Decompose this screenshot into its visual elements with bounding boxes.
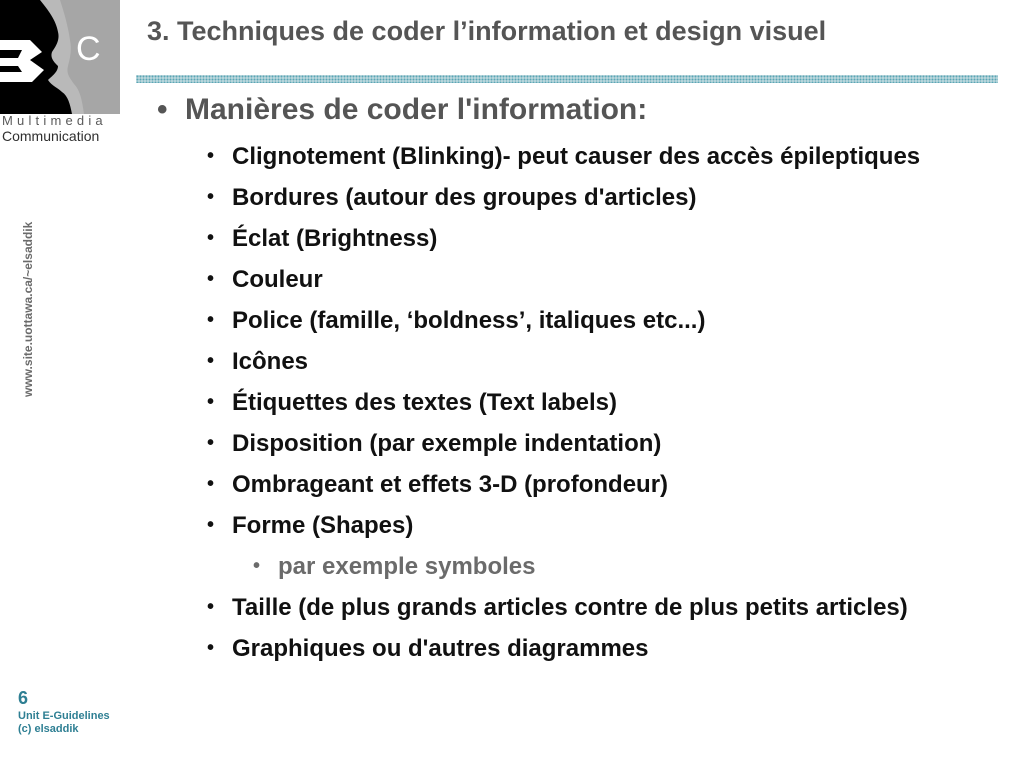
list-item-text: Clignotement (Blinking)- peut causer des accès épileptiques — [232, 143, 921, 170]
bullet-icon: • — [207, 227, 215, 249]
list-item-text: Graphiques ou d'autres diagrammes — [232, 635, 649, 662]
bullet-icon: • — [207, 309, 215, 331]
main-bullet-text: Manières de coder l'information: — [185, 93, 648, 126]
logo-line-multimedia: Multimedia — [2, 113, 107, 128]
bullet-icon: • — [207, 514, 215, 536]
list-item-text: Éclat (Brightness) — [232, 225, 438, 252]
bullet-icon: • — [207, 473, 215, 495]
list-item-text: Taille (de plus grands articles contre de plus petits articles) — [232, 594, 908, 621]
bullet-icon: • — [207, 350, 215, 372]
list-item — [155, 509, 995, 542]
list-item — [155, 427, 995, 460]
logo-text — [2, 114, 122, 143]
title-divider — [136, 75, 998, 83]
list-item — [155, 550, 995, 583]
list-item — [155, 140, 995, 173]
list-item-text: Étiquettes des textes (Text labels) — [232, 389, 618, 416]
list-item — [155, 181, 995, 214]
sidebar-url — [21, 187, 37, 397]
list-item — [155, 632, 995, 665]
bullet-icon: • — [207, 637, 215, 659]
list-item — [155, 591, 995, 624]
list-item — [155, 345, 995, 378]
bullet-icon: • — [207, 145, 215, 167]
list-item — [155, 222, 995, 255]
list-item-text: Police (famille, ‘boldness’, italiques etc...) — [232, 307, 706, 334]
list-item-text: Forme (Shapes) — [232, 512, 414, 539]
logo-line-communication: Communication — [2, 128, 100, 144]
page-number: 6 — [18, 688, 29, 708]
bullet-icon: • — [253, 555, 261, 577]
footer-copyright: (c) elsaddik — [18, 722, 79, 735]
logo-graphic — [0, 0, 120, 114]
list-item — [155, 386, 995, 419]
list-item — [155, 304, 995, 337]
list-item-text: par exemple symboles — [278, 553, 536, 580]
list-item-text: Couleur — [232, 266, 323, 293]
bullet-icon: • — [207, 391, 215, 413]
bullet-icon: • — [207, 432, 215, 454]
bullet-icon: • — [207, 268, 215, 290]
list-item-text: Icônes — [232, 348, 309, 375]
logo-letter: C — [76, 30, 101, 68]
bullet-icon: • — [207, 596, 215, 618]
list-item-text: Bordures (autour des groupes d'articles) — [232, 184, 697, 211]
list-item-text: Ombrageant et effets 3-D (profondeur) — [232, 471, 669, 498]
list-item-text: Disposition (par exemple indentation) — [232, 430, 662, 457]
sidebar-url-text: www.site.uottawa.ca/~elsaddik — [21, 221, 35, 397]
footer-unit: Unit E-Guidelines — [18, 709, 110, 722]
slide-footer — [18, 688, 110, 736]
slide-title: 3. Techniques de coder l’information et design visuel — [147, 16, 827, 46]
main-bullet — [155, 92, 995, 128]
list-item — [155, 468, 995, 501]
bullet-icon: • — [207, 186, 215, 208]
bullet-icon: • — [157, 93, 168, 126]
bullet-list — [155, 140, 995, 665]
list-item — [155, 263, 995, 296]
slide-content — [155, 92, 995, 673]
mcrlab-logo — [0, 0, 120, 114]
